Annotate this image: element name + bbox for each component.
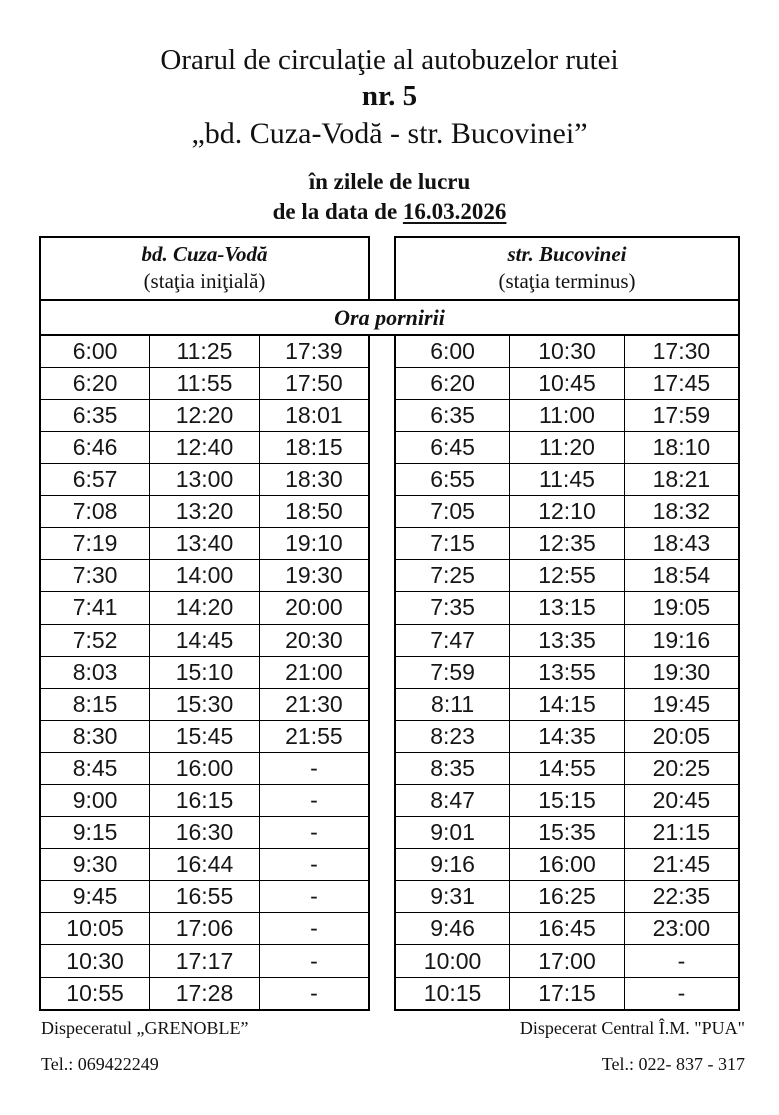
table-gap (370, 334, 394, 1011)
effective-date: 16.03.2026 (402, 198, 507, 224)
dispatcher-info (41, 1018, 745, 1075)
departure-time-cell: 13:40 (150, 528, 260, 560)
departure-time-cell: 6:20 (40, 367, 150, 399)
terminal-role-right: (staţia terminus) (498, 269, 636, 294)
timetable-row (40, 752, 369, 784)
departure-time-cell: 13:00 (150, 464, 260, 496)
departure-time-cell: 17:17 (150, 945, 260, 977)
departure-time-cell: 18:10 (624, 431, 739, 463)
timetable-row (395, 913, 739, 945)
terminal-header-bucovinei (394, 236, 740, 301)
departure-time-cell: 6:35 (395, 399, 510, 431)
departure-time-cell: 12:10 (510, 496, 625, 528)
subtitle-days: în zilele de lucru (308, 169, 471, 195)
subtitle-date-line (0, 198, 779, 227)
departure-time-cell: 16:44 (150, 849, 260, 881)
departure-time-cell: 17:15 (510, 977, 625, 1010)
departure-time-cell: 10:05 (40, 913, 150, 945)
timetable-row (395, 528, 739, 560)
departure-time-cell: 17:39 (259, 335, 369, 368)
departure-time-cell: 8:23 (395, 720, 510, 752)
departure-time-cell: 19:05 (624, 592, 739, 624)
departure-time-cell: 6:35 (40, 399, 150, 431)
timetable-row (40, 720, 369, 752)
timetable-row (40, 945, 369, 977)
departure-time-cell: 7:47 (395, 624, 510, 656)
timetable-row (40, 367, 369, 399)
departure-time-cell: 17:30 (624, 335, 739, 368)
departure-time-cell: 18:54 (624, 560, 739, 592)
timetable-row (40, 817, 369, 849)
departure-time-cell: 10:30 (510, 335, 625, 368)
departure-time-cell: - (259, 945, 369, 977)
timetable-row (395, 431, 739, 463)
departure-time-cell: 9:16 (395, 849, 510, 881)
departure-time-cell: 19:30 (259, 560, 369, 592)
departure-time-cell: - (259, 752, 369, 784)
timetable-row (40, 849, 369, 881)
departure-time-cell: 8:11 (395, 688, 510, 720)
departure-time-cell: 14:00 (150, 560, 260, 592)
departure-time-cell: 14:55 (510, 752, 625, 784)
timetable-row (40, 464, 369, 496)
departure-time-cell: 16:45 (510, 913, 625, 945)
departure-time-cell: - (259, 785, 369, 817)
timetable-row (395, 752, 739, 784)
departure-time-cell: 8:47 (395, 785, 510, 817)
departure-time-cell: 6:00 (395, 335, 510, 368)
departure-time-cell: 20:30 (259, 624, 369, 656)
departure-time-cell: 7:52 (40, 624, 150, 656)
departure-time-cell: 18:21 (624, 464, 739, 496)
departure-time-cell: 13:35 (510, 624, 625, 656)
departure-time-cell: 13:15 (510, 592, 625, 624)
timetable-row (395, 688, 739, 720)
departure-time-cell: 10:55 (40, 977, 150, 1010)
departure-time-cell: 6:00 (40, 335, 150, 368)
departure-time-cell: - (259, 849, 369, 881)
departure-time-cell: 11:45 (510, 464, 625, 496)
departure-time-cell: 15:15 (510, 785, 625, 817)
departure-time-cell: 16:15 (150, 785, 260, 817)
departure-time-cell: 7:59 (395, 656, 510, 688)
departures-table-cuza-voda (39, 334, 370, 1011)
departure-time-cell: 23:00 (624, 913, 739, 945)
departure-time-cell: 9:15 (40, 817, 150, 849)
departure-time-cell: 8:03 (40, 656, 150, 688)
schedule-validity (0, 168, 779, 227)
departure-time-cell: 18:15 (259, 431, 369, 463)
departure-time-cell: 13:20 (150, 496, 260, 528)
departure-time-cell: 6:46 (40, 431, 150, 463)
departure-time-cell: - (259, 977, 369, 1010)
departure-time-cell: 11:55 (150, 367, 260, 399)
timetable-row (40, 592, 369, 624)
departure-time-cell: 11:00 (510, 399, 625, 431)
departure-time-cell: 18:32 (624, 496, 739, 528)
departure-time-cell: 9:00 (40, 785, 150, 817)
departure-time-cell: - (259, 817, 369, 849)
departure-time-cell: 16:00 (510, 849, 625, 881)
departure-time-cell: 8:30 (40, 720, 150, 752)
departure-time-cell: 20:05 (624, 720, 739, 752)
departure-time-cell: - (259, 881, 369, 913)
title-main: Orarul de circulaţie al autobuzelor rutei (160, 44, 619, 76)
timetable-row (40, 913, 369, 945)
timetable-row (40, 496, 369, 528)
departure-time-cell: 6:45 (395, 431, 510, 463)
departure-time-header: Ora pornirii (39, 299, 740, 336)
departure-time-cell: 9:31 (395, 881, 510, 913)
timetable-row (40, 977, 369, 1010)
timetable-row (40, 881, 369, 913)
departure-time-cell: - (624, 977, 739, 1010)
timetable-row (395, 720, 739, 752)
departure-time-cell: 7:19 (40, 528, 150, 560)
timetable (39, 236, 740, 1011)
departure-time-cell: 17:28 (150, 977, 260, 1010)
timetable-row (40, 560, 369, 592)
departure-time-cell: 21:00 (259, 656, 369, 688)
timetable-row (40, 335, 369, 368)
timetable-row (40, 431, 369, 463)
terminal-name-right: str. Bucovinei (507, 241, 627, 266)
departure-time-cell: 9:45 (40, 881, 150, 913)
dispatcher-names-row (41, 1018, 745, 1039)
departure-time-cell: 17:00 (510, 945, 625, 977)
departure-time-cell: - (259, 913, 369, 945)
departure-time-cell: 10:00 (395, 945, 510, 977)
departure-time-cell: 17:45 (624, 367, 739, 399)
departure-time-cell: 18:50 (259, 496, 369, 528)
departure-time-cell: 17:59 (624, 399, 739, 431)
departure-time-cell: 14:20 (150, 592, 260, 624)
terminal-headers (39, 236, 740, 301)
timetable-row (395, 817, 739, 849)
departure-time-cell: 21:45 (624, 849, 739, 881)
departure-time-cell: 7:41 (40, 592, 150, 624)
departure-time-cell: 21:55 (259, 720, 369, 752)
timetable-row (395, 496, 739, 528)
timetable-row (395, 977, 739, 1010)
timetable-row (395, 367, 739, 399)
timetable-row (40, 399, 369, 431)
header-gap (370, 236, 394, 301)
departures-table-bucovinei (394, 334, 740, 1011)
departure-time-cell: 7:30 (40, 560, 150, 592)
departure-time-cell: 17:06 (150, 913, 260, 945)
departure-time-cell: 18:01 (259, 399, 369, 431)
departure-time-cell: 14:35 (510, 720, 625, 752)
departure-time-cell: 22:35 (624, 881, 739, 913)
departure-time-cell: 13:55 (510, 656, 625, 688)
timetable-row (395, 785, 739, 817)
departure-time-cell: 16:30 (150, 817, 260, 849)
departure-time-cell: 12:35 (510, 528, 625, 560)
departure-time-cell: 7:25 (395, 560, 510, 592)
departure-time-cell: 12:20 (150, 399, 260, 431)
departure-time-cell: 19:30 (624, 656, 739, 688)
departure-time-cell: 8:45 (40, 752, 150, 784)
title-route-name: „bd. Cuza-Vodă - str. Bucovinei” (191, 116, 588, 150)
departure-time-cell: 11:20 (510, 431, 625, 463)
departure-time-cell: 16:25 (510, 881, 625, 913)
departure-time-cell: 12:40 (150, 431, 260, 463)
departure-time-cell: 10:30 (40, 945, 150, 977)
departure-time-cell: 20:25 (624, 752, 739, 784)
dispatcher-right-phone: Tel.: 022- 837 - 317 (601, 1053, 745, 1074)
departure-time-cell: 7:05 (395, 496, 510, 528)
subtitle-date-prefix: de la data de (272, 198, 403, 224)
departure-time-cell: 19:10 (259, 528, 369, 560)
timetable-row (40, 656, 369, 688)
departure-time-cell: 10:45 (510, 367, 625, 399)
departure-time-cell: 7:35 (395, 592, 510, 624)
departure-time-cell: 18:43 (624, 528, 739, 560)
timetable-row (40, 688, 369, 720)
departure-time-cell: 7:08 (40, 496, 150, 528)
timetable-row (395, 464, 739, 496)
departure-time-cell: 8:15 (40, 688, 150, 720)
departure-time-cell: 6:55 (395, 464, 510, 496)
timetable-row (40, 528, 369, 560)
dispatcher-right-name: Dispecerat Central Î.M. "PUA" (519, 1017, 745, 1038)
departure-time-cell: 6:57 (40, 464, 150, 496)
dispatcher-left-phone: Tel.: 069422249 (41, 1053, 159, 1074)
departure-time-cell: 15:10 (150, 656, 260, 688)
timetable-row (40, 624, 369, 656)
departure-time-cell: 17:50 (259, 367, 369, 399)
timetable-row (395, 560, 739, 592)
terminal-name-left: bd. Cuza-Vodă (141, 241, 268, 266)
departure-time-cell: 21:30 (259, 688, 369, 720)
departure-time-cell: 14:15 (510, 688, 625, 720)
page-title (0, 0, 779, 151)
departure-time-cell: 8:35 (395, 752, 510, 784)
departure-time-cell: 18:30 (259, 464, 369, 496)
departure-time-cell: 12:55 (510, 560, 625, 592)
departure-time-cell: 11:25 (150, 335, 260, 368)
terminal-role-left: (staţia iniţială) (143, 269, 266, 294)
departure-time-cell: 14:45 (150, 624, 260, 656)
timetable-row (395, 624, 739, 656)
timetable-row (395, 656, 739, 688)
departure-time-cell: 15:30 (150, 688, 260, 720)
departure-time-cell: 9:46 (395, 913, 510, 945)
departure-time-cell: 19:45 (624, 688, 739, 720)
departure-time-cell: 16:00 (150, 752, 260, 784)
timetable-row (395, 592, 739, 624)
departure-time-cell: 10:15 (395, 977, 510, 1010)
departure-time-cell: 20:45 (624, 785, 739, 817)
dispatcher-phones-row (41, 1054, 745, 1075)
timetable-row (395, 945, 739, 977)
dispatcher-left-name: Dispeceratul „GRENOBLE” (41, 1017, 249, 1038)
departure-time-cell: 20:00 (259, 592, 369, 624)
departure-tables (39, 334, 740, 1011)
departure-time-cell: 15:35 (510, 817, 625, 849)
departure-time-cell: 19:16 (624, 624, 739, 656)
title-route-number: nr. 5 (361, 80, 418, 113)
timetable-row (395, 849, 739, 881)
timetable-row (395, 881, 739, 913)
departure-time-cell: 21:15 (624, 817, 739, 849)
timetable-row (395, 399, 739, 431)
departure-time-cell: 9:01 (395, 817, 510, 849)
timetable-row (395, 335, 739, 368)
departure-time-cell: 9:30 (40, 849, 150, 881)
departure-time-cell: - (624, 945, 739, 977)
departure-time-cell: 15:45 (150, 720, 260, 752)
terminal-header-cuza-voda (39, 236, 370, 301)
timetable-row (40, 785, 369, 817)
departure-time-cell: 6:20 (395, 367, 510, 399)
departure-time-cell: 7:15 (395, 528, 510, 560)
departure-time-cell: 16:55 (150, 881, 260, 913)
